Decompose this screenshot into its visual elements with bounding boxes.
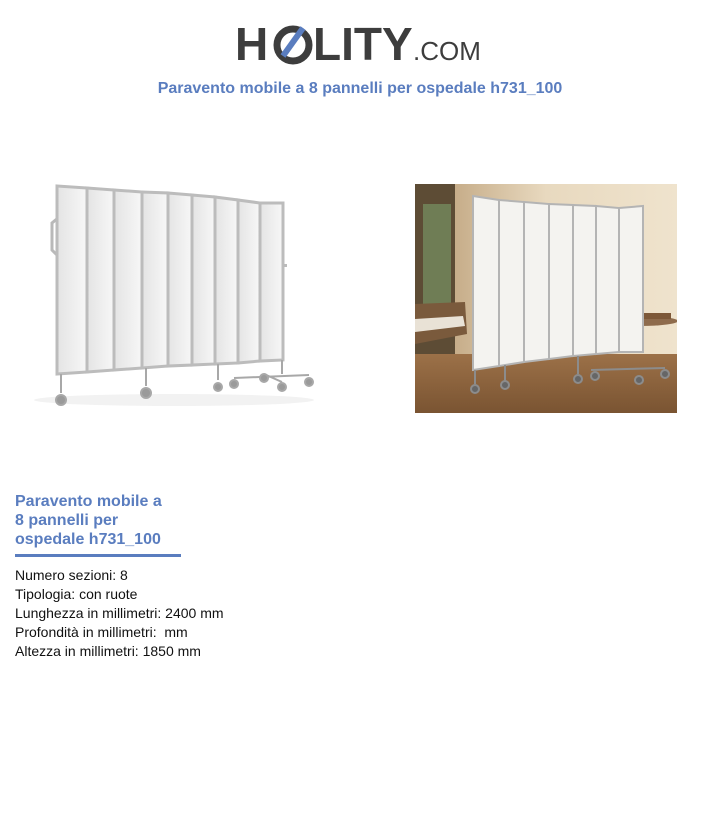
spec-item: Tipologia: con ruote — [15, 586, 138, 602]
product-title-line: Paravento mobile a — [15, 493, 162, 510]
title-underline — [15, 554, 181, 557]
site-logo[interactable] — [0, 10, 720, 70]
product-title-line: ospedale h731_100 — [15, 531, 161, 548]
spec-item: Profondità in millimetri: mm — [15, 624, 188, 640]
page-title: Paravento mobile a 8 pannelli per ospedale h731_100 — [157, 80, 563, 97]
spec-list — [15, 566, 224, 661]
spec-item: Altezza in millimetri: 1850 mm — [15, 643, 201, 659]
product-title-line: 8 pannelli per — [15, 512, 119, 529]
logo-suffix: .COM — [413, 36, 481, 66]
spec-item: Numero sezioni: 8 — [15, 567, 128, 583]
product-image-plain[interactable] — [24, 178, 324, 418]
product-title — [15, 492, 185, 549]
holity-logo — [235, 14, 485, 70]
logo-letter-h: H — [235, 18, 269, 70]
product-image-room[interactable] — [415, 184, 677, 413]
logo-word: LITY — [313, 18, 413, 70]
spec-item: Lunghezza in millimetri: 2400 mm — [15, 605, 224, 621]
logo-o-icon — [277, 28, 309, 61]
